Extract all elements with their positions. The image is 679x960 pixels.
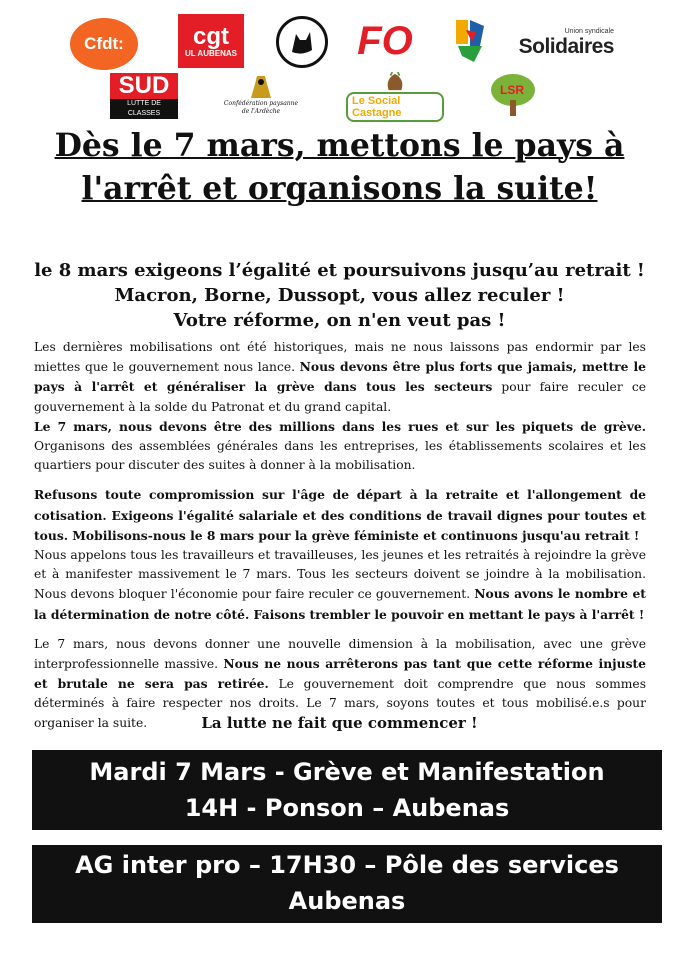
confederation-paysanne-text: Confédération paysanne de l'Ardèche bbox=[223, 100, 299, 115]
farmer-icon bbox=[249, 74, 273, 100]
chestnut-icon bbox=[380, 72, 410, 92]
sud-logo-subtext: LUTTE DE CLASSES bbox=[110, 99, 178, 119]
paragraph-1-bold-b: Nous devons être plus forts que jamais, mettre le pays à l'arrêt et généraliser la grève dans tous les secteurs bbox=[34, 359, 646, 395]
paragraph-2-text-b: Nous appelons tous les travailleurs et travailleuses, les jeunes et les retraités à rejoindre la grève et à manifester massivement le 7 mars. Tous les secteurs doivent se joindre à la mobilisation. Nous devons bloquer l'économie pour faire reculer ce gouvernement. bbox=[34, 548, 646, 602]
paragraph-2 bbox=[34, 485, 646, 624]
paragraph-2-bold-c: Nous avons le nombre et la détermination de notre côté. Faisons trembler le pouvoir en mettant le pays à l'arrêt ! bbox=[34, 586, 646, 622]
paragraph-3-text-c: Le gouvernement doit comprendre que nous sommes déterminés à faire respecter nos droits. Le 7 mars, soyons toutes et tous mobilisé.e.s pour organiser la suite. bbox=[34, 677, 647, 730]
event-banner-march-7 bbox=[32, 750, 662, 830]
paragraph-3-bold-b: Nous ne nous arrêterons pas tant que cette réforme injuste et brutale ne sera pas retirée. bbox=[34, 656, 646, 692]
subtitle-line-1: le 8 mars exigeons l’égalité et poursuivons jusqu’au retrait ! bbox=[34, 260, 645, 281]
paragraph-1 bbox=[34, 338, 646, 475]
banner-1-line-2: 14H - Ponson – Aubenas bbox=[184, 794, 510, 822]
banner-2-line-1: AG inter pro – 17H30 – Pôle des services bbox=[75, 851, 619, 879]
solidaires-logo-text: Solidaires bbox=[518, 34, 614, 58]
social-castagne-text: Le Social Castagne bbox=[346, 92, 444, 122]
fo-logo-text: FO bbox=[357, 18, 413, 63]
banner-1-line-1: Mardi 7 Mars - Grève et Manifestation bbox=[89, 758, 605, 786]
paragraph-3-text-a: Le 7 mars, nous devons donner une nouvelle dimension à la mobilisation, avec une grève interprofessionnelle massive. bbox=[34, 636, 646, 672]
page-title bbox=[0, 124, 679, 210]
solidaires-logo-top: Union syndicale bbox=[564, 27, 614, 35]
banner-2-line-2: Aubenas bbox=[288, 887, 406, 915]
unsa-logo bbox=[452, 16, 488, 64]
logos-row-1 bbox=[0, 10, 679, 70]
cfdt-logo bbox=[70, 18, 138, 70]
event-banner-ag bbox=[32, 845, 662, 923]
unsa-shape-icon bbox=[452, 16, 488, 64]
cfdt-logo-text: Cfdt: bbox=[84, 34, 124, 53]
paragraph-2-bold-a: Refusons toute compromission sur l'âge de départ à la retraite et l'allongement de cotisation. Exigeons l'égalité salariale et des conditions de travail dignes pour toutes et tous. Mobilisons-nous le 8 mars pour la grève féministe et continuons jusqu'au retrait ! bbox=[34, 487, 646, 543]
black-cat-icon bbox=[282, 22, 322, 62]
cnt-cat-logo bbox=[276, 16, 328, 68]
tree-icon bbox=[484, 70, 542, 122]
subtitle bbox=[0, 258, 679, 333]
confederation-paysanne-logo bbox=[222, 70, 300, 120]
sud-logo-text: SUD bbox=[110, 73, 178, 99]
title-line-2: l'arrêt et organisons la suite! bbox=[81, 170, 598, 207]
lsr-logo-text: LSR bbox=[500, 83, 524, 97]
paragraph-1-text-c: pour faire reculer ce gouvernement à la solde du Patronat et du grand capital. bbox=[34, 380, 646, 414]
cgt-logo bbox=[178, 14, 244, 68]
cgt-logo-subtext: UL AUBENAS bbox=[184, 48, 237, 58]
fo-logo bbox=[355, 16, 415, 66]
sud-logo bbox=[110, 72, 178, 120]
subtitle-line-2: Macron, Borne, Dussopt, vous allez reculer ! bbox=[114, 285, 565, 306]
paragraph-1-bold-d: Le 7 mars, nous devons être des millions dans les rues et sur les piquets de grève. bbox=[34, 418, 646, 434]
solidaires-logo bbox=[518, 20, 614, 66]
logos-row-2 bbox=[0, 70, 679, 130]
body-text bbox=[34, 338, 646, 738]
lsr-logo bbox=[484, 70, 542, 122]
subtitle-line-3: Votre réforme, on n'en veut pas ! bbox=[173, 310, 506, 331]
paragraph-1-text-e: Organisons des assemblées générales dans les entreprises, les établissements scolaires et les quartiers pour discuter des suites à donner à la mobilisation. bbox=[34, 439, 646, 473]
paragraph-1-text-a: Les dernières mobilisations ont été historiques, mais ne nous laissons pas endormir par les miettes que le gouvernement nous lance. bbox=[34, 340, 646, 375]
title-line-1: Dès le 7 mars, mettons le pays à bbox=[54, 127, 625, 164]
social-castagne-logo bbox=[346, 72, 444, 122]
cgt-logo-text: cgt bbox=[193, 22, 229, 50]
closing-line: La lutte ne fait que commencer ! bbox=[201, 714, 478, 732]
